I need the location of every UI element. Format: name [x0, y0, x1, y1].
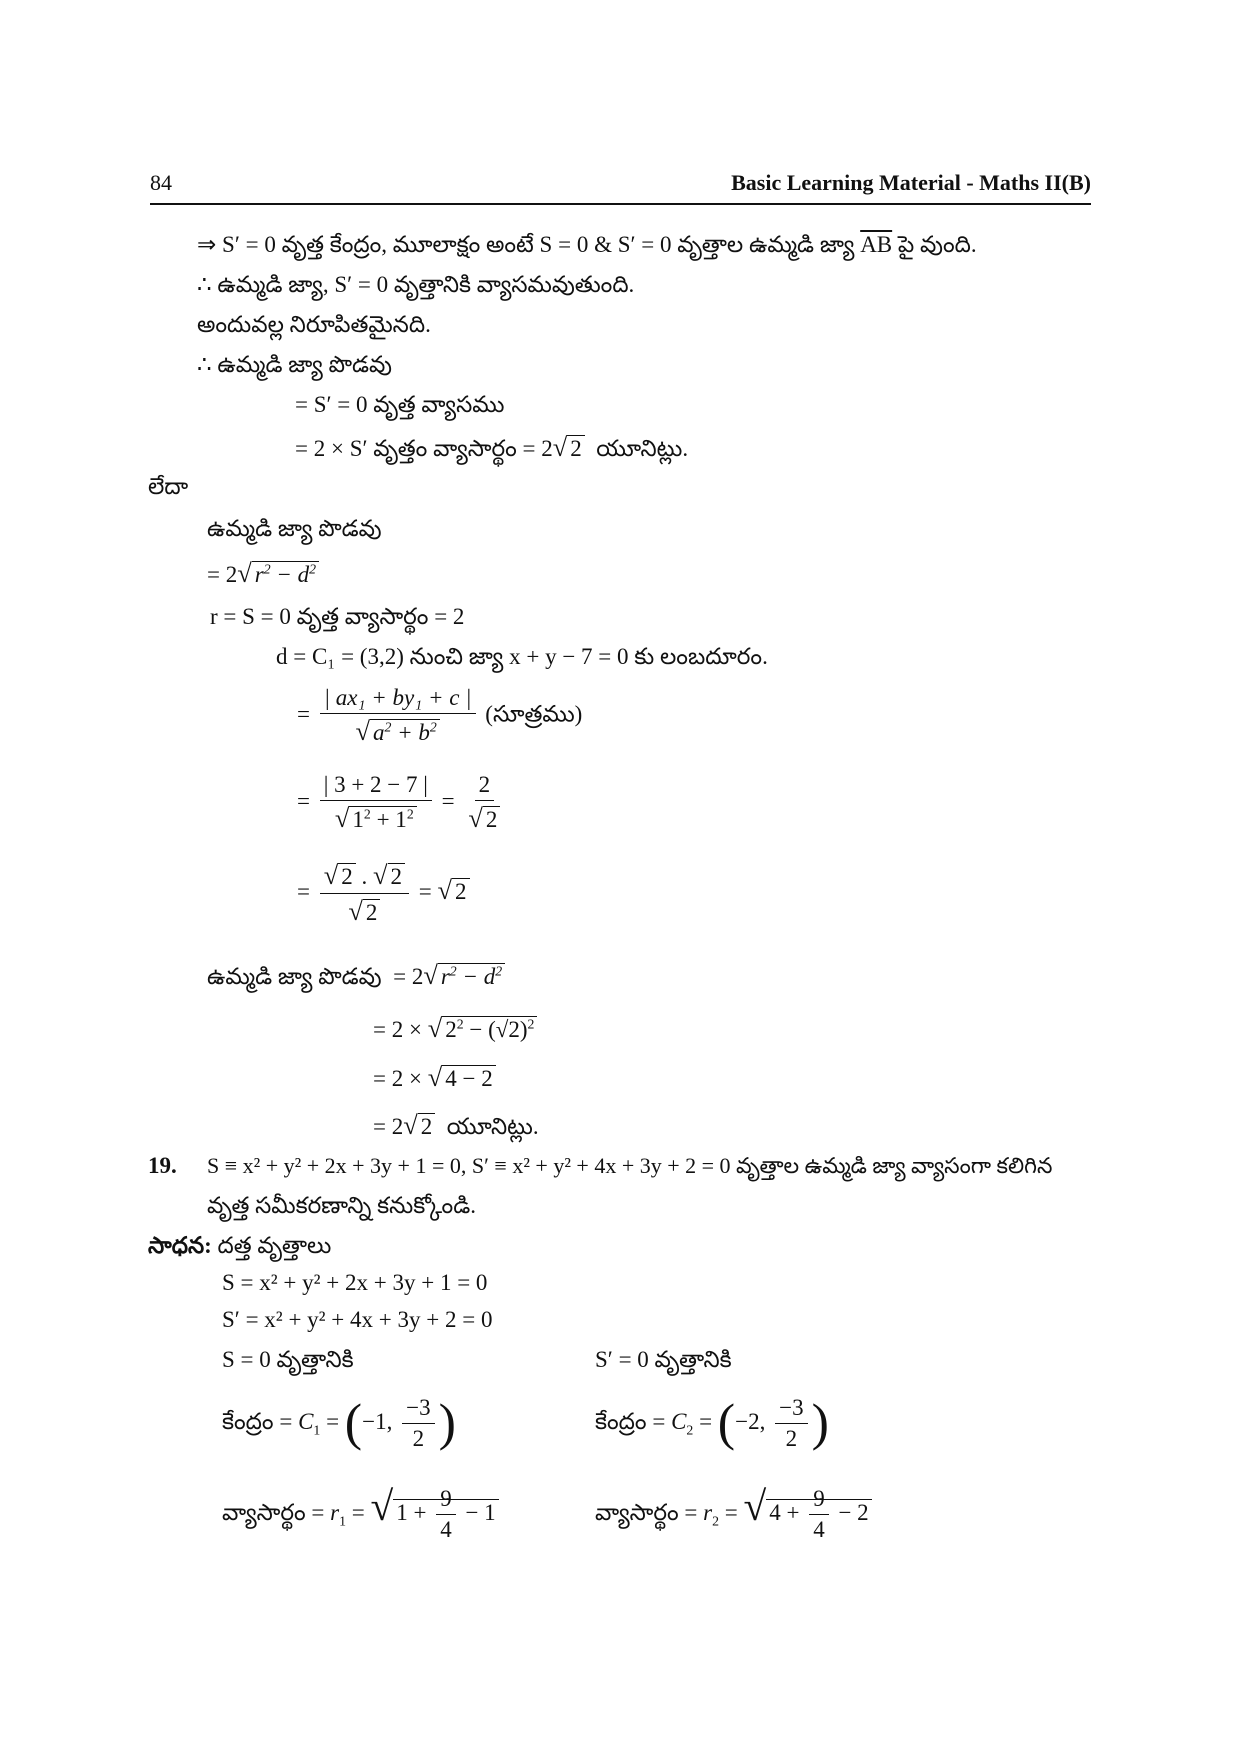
- center-label: కేంద్రం: [595, 1408, 647, 1434]
- center-label: కేంద్రం: [222, 1408, 274, 1434]
- line-1-end: పై వుంది.: [897, 232, 977, 257]
- running-title: Basic Learning Material - Maths II(B): [731, 170, 1091, 195]
- sqrt-2: 2: [338, 863, 356, 889]
- line-11-text: ఉమ్మడి జ్యా పొడవు: [207, 964, 382, 989]
- fraction-numerator: | ax₁ + by₁ + c |: [320, 685, 476, 714]
- question-text-2: వృత్త సమీకరణాన్ని కనుక్కోండి.: [207, 1193, 476, 1218]
- center-c1: కేంద్రం = $C_1 = (-1$, $\frac{-3}{2}$ ): [222, 1394, 456, 1452]
- solution-line: [148, 1233, 331, 1265]
- fraction-numerator: 2: [475, 772, 495, 801]
- solution-text: దత్త వృత్తాలు: [217, 1233, 332, 1258]
- formula-rationalize: = $\frac{√ 2 . √ 2}{√ 2}$ = √ 2: [297, 860, 470, 927]
- radius-label: వ్యాసార్థం: [222, 1500, 306, 1525]
- line-12: = 2 × √ $2^2 - (√2)^2$: [373, 1013, 537, 1044]
- formula-note: (సూత్రము): [485, 701, 583, 727]
- sqrt-2: 2: [567, 435, 585, 461]
- line-1-text: ⇒ S′ = 0 వృత్త కేంద్రం, మూలాక్షం అంటే S = 0 & S′ = 0 వృత్తాల ఉమ్మడి జ్యా: [197, 232, 855, 257]
- line-7: ఉమ్మడి జ్యా పొడవు: [207, 516, 382, 541]
- fraction-rationalize: $\frac{√ 2 . √ 2}{√ 2}$: [320, 860, 409, 927]
- units-text: యూనిట్లు.: [596, 436, 689, 461]
- line-11: ఉమ్మడి జ్యా పొడవు = 2√ $r^2 - d^2$: [207, 960, 505, 996]
- circle-s-label: S = 0 వృత్తానికి: [222, 1347, 354, 1372]
- line-10: d = C₁ = (3,2) నుంచి జ్యా x + y − 7 = 0 కు లంబదూరం.: [276, 644, 768, 669]
- line-5: = S′ = 0 వృత్త వ్యాసము: [295, 392, 505, 417]
- units-text: యూనిట్లు.: [446, 1114, 539, 1139]
- sqrt-r2-d2: $r^2 - d^2$: [252, 561, 319, 587]
- question-text: S ≡ x² + y² + 2x + 3y + 1 = 0, S′ ≡ x² + y² + 4x + 3y + 2 = 0 వృత్తాల ఉమ్మడి జ్యా వ్యాసంగా కలిగిన: [207, 1153, 1053, 1178]
- line-4: ∴ ఉమ్మడి జ్యా పొడవు: [197, 352, 392, 377]
- or-label: లేదా: [148, 474, 189, 499]
- sqrt-2: 2: [452, 878, 470, 904]
- line-6-text: = 2 × S′ వృత్తం వ్యాసార్థం = 2: [295, 436, 553, 461]
- formula-distance: = $\frac{\text{| ax₁ + by₁ + c |}}{√ a^2 + b^2}$ (సూత్రము): [297, 685, 583, 746]
- line-3: అందువల్ల నిరూపితమైనది.: [197, 312, 431, 337]
- header-rule: [150, 203, 1091, 205]
- line-9: r = S = 0 వృత్త వ్యాసార్థం = 2: [210, 604, 465, 629]
- equation-s-prime: S′ = x² + y² + 4x + 3y + 2 = 0: [222, 1307, 493, 1332]
- radius-label: వ్యాసార్థం: [595, 1500, 679, 1525]
- radius-r1: వ్యాసార్థం = $r_1$ = √ 1 + $\frac{9}{4}$ − 1: [222, 1482, 499, 1543]
- line-14: = 2√ 2 యూనిట్లు.: [373, 1110, 539, 1140]
- question-number: 19.: [148, 1153, 177, 1178]
- line-2: ∴ ఉమ్మడి జ్యా, S′ = 0 వృత్తానికి వ్యాసమవుతుంది.: [197, 272, 635, 297]
- sqrt-2: 2: [363, 899, 381, 925]
- sqrt-2: 2: [388, 863, 406, 889]
- fraction-numerator: | 3 + 2 − 7 |: [320, 772, 432, 801]
- fraction-substitution: $\frac{| 3 + 2 - 7 |}{√ 1^2 + 1^2}$: [320, 772, 432, 834]
- radius-r2: వ్యాసార్థం = $r_2$ = √ 4 + $\frac{9}{4}$ − 2: [595, 1482, 872, 1543]
- line-13: = 2 × √ 4 − 2: [373, 1062, 496, 1093]
- arc-ab: $\overline{AB}$: [860, 232, 893, 257]
- center-c2: కేంద్రం = $C_2 = (-2$, $\frac{-3}{2}$ ): [595, 1394, 829, 1452]
- page-number: 84: [150, 170, 172, 195]
- line-6: = 2 × S′ వృత్తం వ్యాసార్థం = 2√ 2 యూనిట్లు.: [295, 432, 689, 462]
- line-1: [197, 232, 977, 264]
- solution-label: సాధన:: [148, 1233, 212, 1258]
- formula-substitution: = $\frac{| 3 + 2 - 7 |}{√ 1^2 + 1^2}$ = $\frac{2}{√ 2}$: [297, 772, 508, 834]
- equation-s: S = x² + y² + 2x + 3y + 1 = 0: [222, 1270, 488, 1295]
- fraction-result: $\frac{2}{√ 2}$: [464, 772, 504, 834]
- line-8-text: = 2: [207, 562, 238, 587]
- circle-s-prime-label: S′ = 0 వృత్తానికి: [595, 1347, 732, 1372]
- fraction-distance: $\frac{\text{| ax₁ + by₁ + c |}}{√ a^2 + b^2}$: [320, 685, 476, 747]
- line-8: = 2√ $r^2 - d^2$: [207, 558, 319, 589]
